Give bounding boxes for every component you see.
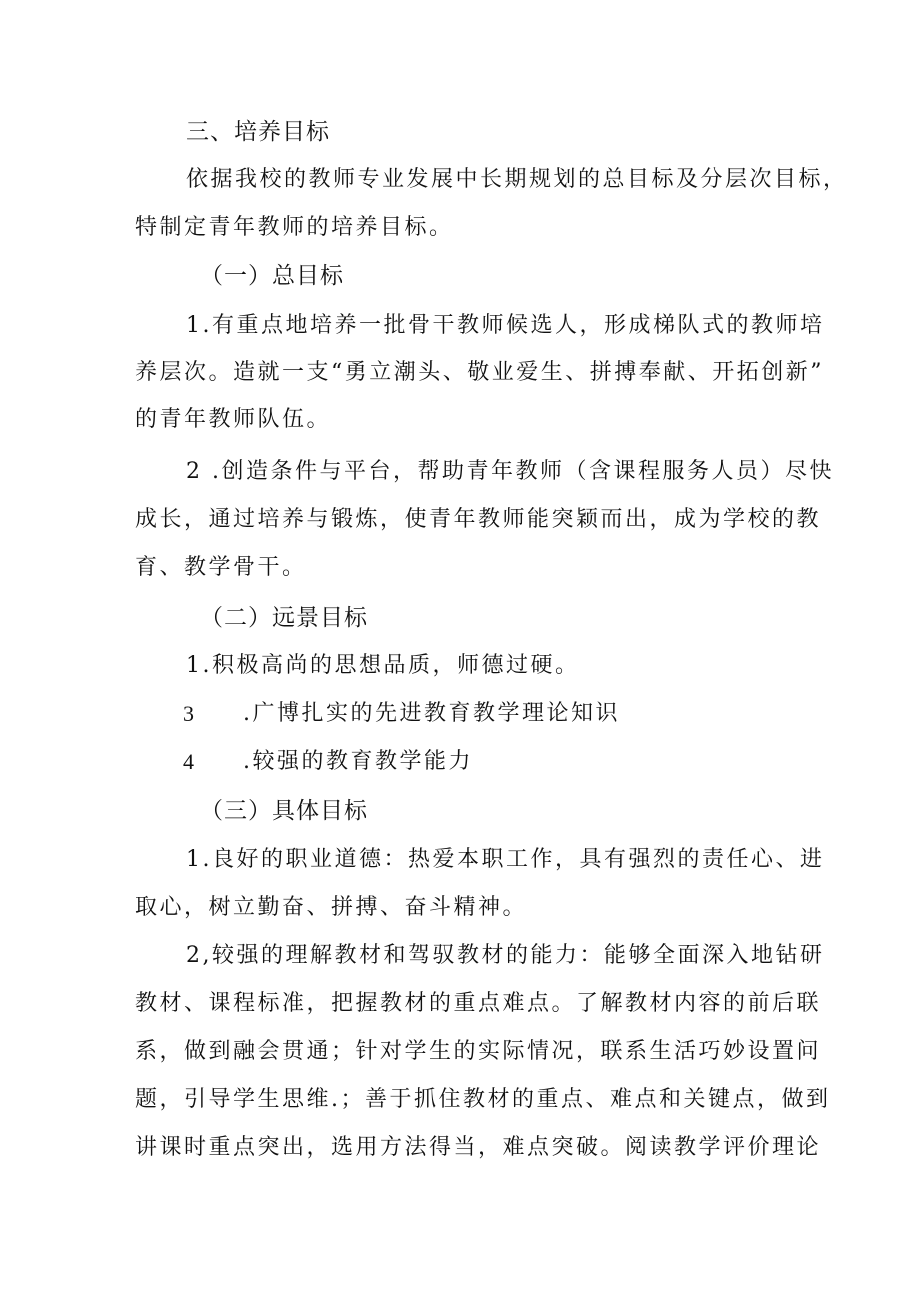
vision-goal-heading: （二）远景目标 xyxy=(200,605,368,631)
general-item2-line-3: 育、教学骨干。 xyxy=(135,555,307,580)
general-item1-line-3: 的青年教师队伍。 xyxy=(135,407,332,432)
specific-item2-line-5: 讲课时重点突出，选用方法得当，难点突破。阅读教学评价理论 xyxy=(135,1135,822,1160)
vision-item4: .较强的教育教学能力 xyxy=(243,749,473,774)
general-item2-line-1: 2 .创造条件与平台，帮助青年教师（含课程服务人员）尽快 xyxy=(186,459,834,484)
vision-item1: 1.积极高尚的思想品质，师德过硬。 xyxy=(186,653,580,678)
vision-item3: .广博扎实的先进教育教学理论知识 xyxy=(243,701,620,726)
vision-item4-number: 4 xyxy=(183,749,194,774)
specific-item2-line-4: 题，引导学生思维.；善于抓住教材的重点、难点和关键点，做到 xyxy=(135,1087,831,1112)
intro-line-2: 特制定青年教师的培养目标。 xyxy=(135,215,454,240)
specific-item2-line-1: 2,较强的理解教材和驾驭教材的能力：能够全面深入地钻研 xyxy=(186,943,825,968)
specific-goal-heading: （三）具体目标 xyxy=(200,798,368,824)
specific-item1-line-2: 取心，树立勤奋、拼搏、奋斗精神。 xyxy=(135,895,528,920)
intro-line-1: 依据我校的教师专业发展中长期规划的总目标及分层次目标， xyxy=(186,167,848,192)
general-item1-line-2: 养层次。造就一支“勇立潮头、敬业爱生、拼搏奉献、开拓创新” xyxy=(135,360,824,385)
specific-item2-line-2: 教材、课程标准，把握教材的重点难点。了解教材内容的前后联 xyxy=(135,991,822,1016)
vision-item3-number: 3 xyxy=(183,701,194,726)
general-item1-line-1: 1.有重点地培养一批骨干教师候选人，形成梯队式的教师培 xyxy=(186,313,825,338)
general-goal-heading: （一）总目标 xyxy=(200,263,344,289)
section-title: 三、培养目标 xyxy=(186,119,330,145)
specific-item2-line-3: 系，做到融会贯通；针对学生的实际情况，联系生活巧妙设置问 xyxy=(135,1039,822,1064)
specific-item1-line-1: 1.良好的职业道德：热爱本职工作，具有强烈的责任心、进 xyxy=(186,847,825,872)
general-item2-line-2: 成长，通过培养与锻炼，使青年教师能突颖而出，成为学校的教 xyxy=(135,507,822,532)
